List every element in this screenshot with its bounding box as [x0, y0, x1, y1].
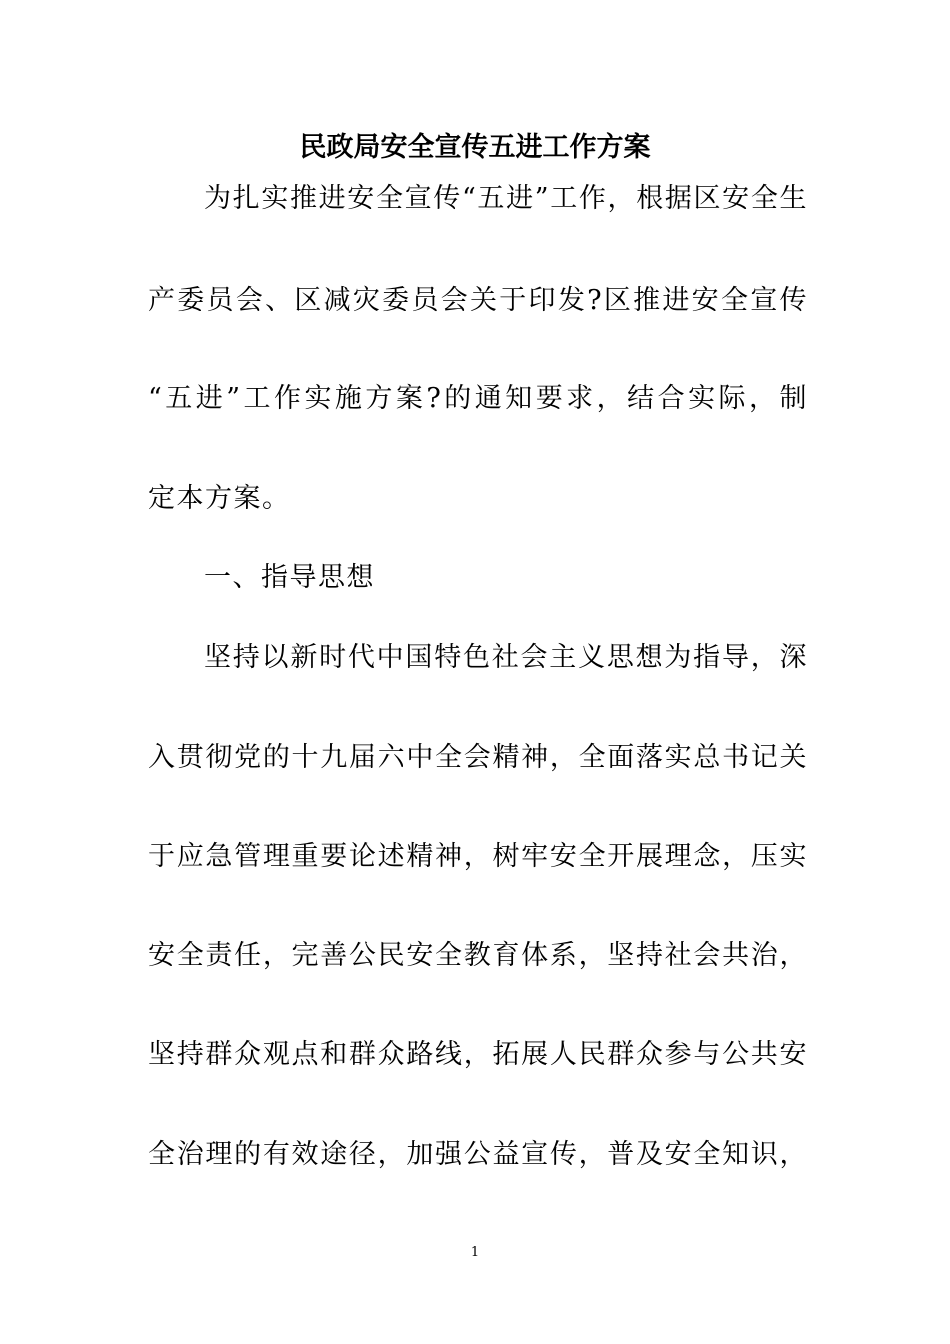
paragraph-line-8: 安全责任，完善公民安全教育体系，坚持社会共治，: [148, 940, 808, 971]
paragraph-line-10: 全治理的有效途径，加强公益宣传，普及安全知识，: [148, 1139, 808, 1170]
paragraph-line-4: 定本方案。: [148, 483, 291, 514]
page-number: 1: [470, 1245, 480, 1260]
paragraph-line-6: 入贯彻党的十九届六中全会精神，全面落实总书记关: [148, 742, 808, 773]
paragraph-line-9: 坚持群众观点和群众路线，拓展人民群众参与公共安: [148, 1039, 808, 1070]
paragraph-line-2: 产委员会、区减灾委员会关于印发?区推进安全宣传: [148, 285, 808, 316]
paragraph-line-3: “五进”工作实施方案?的通知要求，结合实际，制: [148, 383, 808, 414]
paragraph-line-5: 坚持以新时代中国特色社会主义思想为指导，深: [204, 642, 808, 673]
document-title: 民政局安全宣传五进工作方案: [299, 132, 651, 163]
section-heading: 一、指导思想: [204, 562, 375, 593]
paragraph-line-7: 于应急管理重要论述精神，树牢安全开展理念，压实: [148, 841, 808, 872]
paragraph-line-1: 为扎实推进安全宣传“五进”工作，根据区安全生: [204, 183, 808, 214]
